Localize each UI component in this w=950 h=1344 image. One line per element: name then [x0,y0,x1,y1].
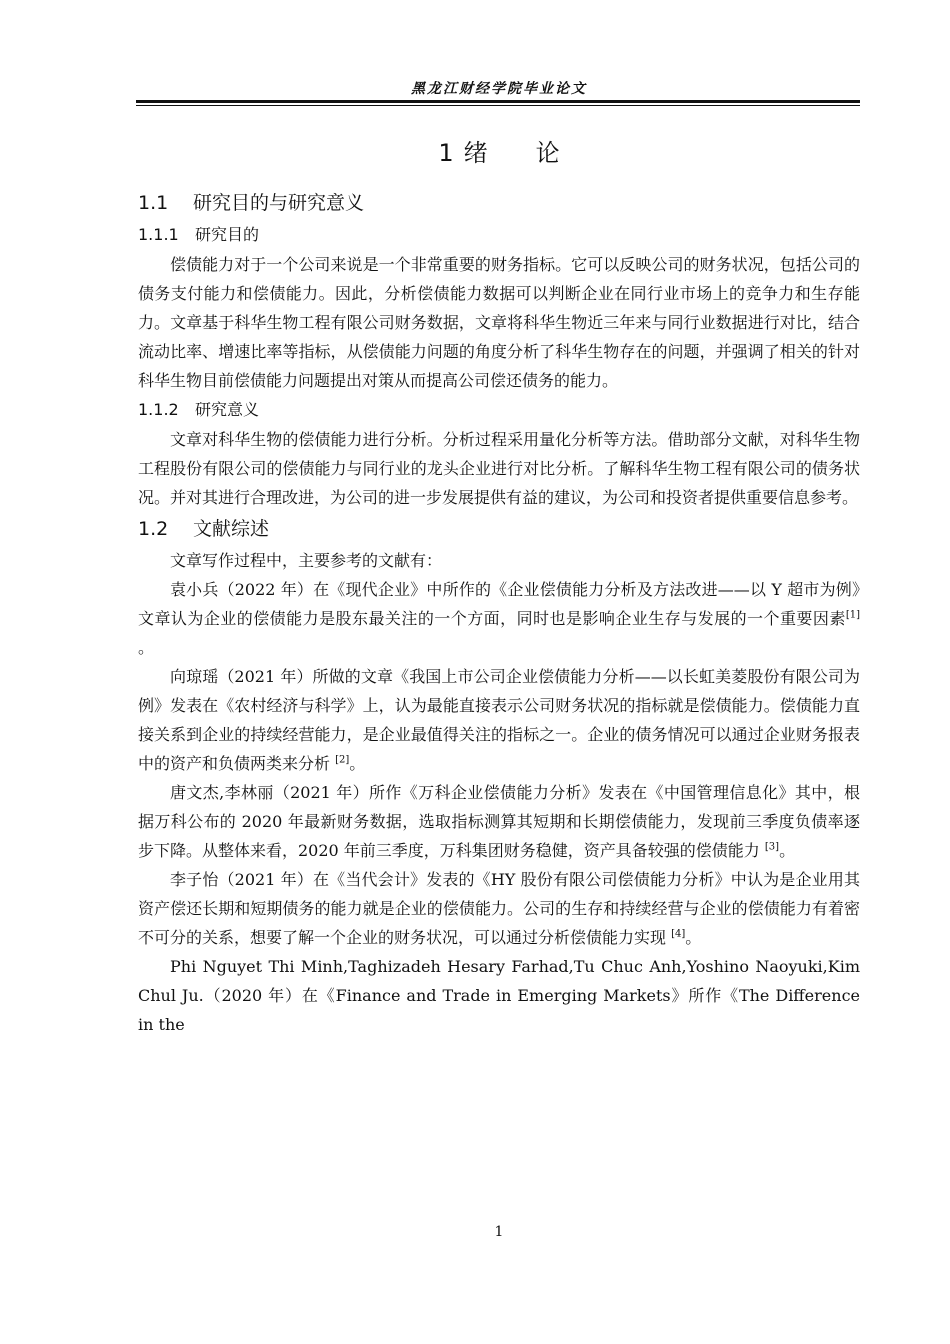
section-number: 1.1.2 [138,400,179,419]
paragraph-literature-intro: 文章写作过程中，主要参考的文献有： [170,551,443,570]
section-number: 1.2 [138,518,169,540]
section-heading-1-1 [138,186,860,220]
section-number: 1.1.1 [138,225,179,244]
section-heading-1-1-2 [138,395,860,425]
section-title: 研究意义 [195,400,260,419]
chapter-number: 1 [438,139,454,167]
paragraph-literature-3: 唐文杰,李林丽（2021 年）所作《万科企业偿债能力分析》发表在《中国管理信息化》其中，根据万科公布的 2020 年最新财务数据，选取指标测算其短期和长期偿债能力，发现前三季度负债率逐步下降。从整体来看，2020 年前三季度，万科集团财务稳健，资产具备较强的偿债能力 [3]。 [138,783,860,860]
chapter-title-part-b: 论 [535,139,560,167]
paragraph-literature-4: 李子怡（2021 年）在《当代会计》发表的《HY 股份有限公司偿债能力分析》中认为是企业用其资产偿还长期和短期债务的能力就是企业的偿债能力。公司的生存和持续经营与企业的偿债能力有着密不可分的关系，想要了解一个企业的财务状况，可以通过分析偿债能力实现 [4]。 [138,870,860,947]
paragraph-literature-1: 袁小兵（2022 年）在《现代企业》中所作的《企业偿债能力分析及方法改进——以 Y 超市为例》文章认为企业的偿债能力是股东最关注的一个方面，同时也是影响企业生存与发展的一个重要因素[1] 。 [138,580,860,657]
section-heading-1-1-1 [138,220,860,250]
chapter-title [138,133,860,168]
chapter-title-part-a: 绪 [463,139,488,167]
citation-ref: [4] [671,928,686,940]
running-header: 黑龙江财经学院毕业论文 [411,81,587,97]
citation-ref: [3] [764,841,780,853]
section-number: 1.1 [138,192,169,214]
paragraph-literature-2: 向琼瑶（2021 年）所做的文章《我国上市公司企业偿债能力分析——以长虹美菱股份有限公司为例》发表在《农村经济与科学》上，认为最能直接表示公司财务状况的指标就是偿债能力。偿债能力直接关系到企业的持续经营能力，是企业最值得关注的指标之一。企业的债务情况可以通过企业财务报表中的资产和负债两类来分析 [2]。 [138,667,860,773]
section-heading-1-2 [138,512,860,546]
body-content [138,186,860,1039]
section-title: 研究目的与研究意义 [193,192,365,214]
paragraph-research-significance: 文章对科华生物的偿债能力进行分析。分析过程采用量化分析等方法。借助部分文献，对科华生物工程股份有限公司的偿债能力与同行业的龙头企业进行对比分析。了解科华生物工程有限公司的债务状况。并对其进行合理改进，为公司的进一步发展提供有益的建议，为公司和投资者提供重要信息参考。 [138,430,860,507]
paragraph-research-purpose: 偿债能力对于一个公司来说是一个非常重要的财务指标。它可以反映公司的财务状况，包括公司的债务支付能力和偿债能力。因此，分析偿债能力数据可以判断企业在同行业市场上的竞争力和生存能力。文章基于科华生物工程有限公司财务数据，文章将科华生物近三年来与同行业数据进行对比，结合流动比率、增速比率等指标，从偿债能力问题的角度分析了科华生物存在的问题，并强调了相关的针对科华生物目前偿债能力问题提出对策从而提高公司偿还债务的能力。 [138,255,860,390]
page-number: 1 [494,1224,504,1240]
header-rule-thick [136,100,860,103]
citation-ref: [2] [335,754,350,766]
section-title: 研究目的 [195,225,260,244]
citation-ref: [1] [845,609,860,621]
header-rule-thin [136,105,860,106]
paragraph-literature-5: Phi Nguyet Thi Minh,Taghizadeh Hesary Farhad,Tu Chuc Anh,Yoshino Naoyuki,Kim Chul Ju.（2020 年）在《Finance and Trade in Emerging Markets》所作《The Difference in the [138,957,860,1034]
section-title: 文献综述 [193,518,270,540]
